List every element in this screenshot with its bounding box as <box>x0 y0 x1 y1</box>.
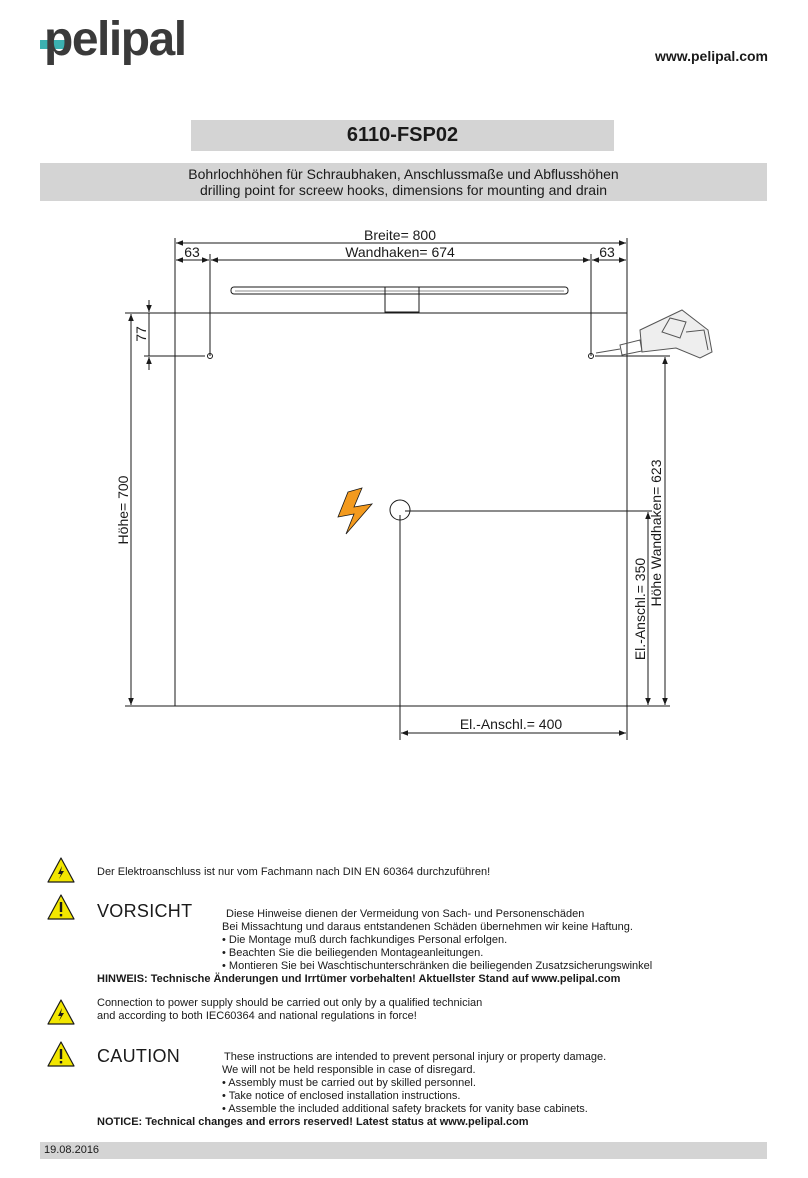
page-title: 6110-FSP02 <box>346 124 459 146</box>
electrical-notice-en-line2: and according to both IEC60364 and national regulations in force! <box>97 1010 417 1022</box>
drill-icon <box>596 310 712 358</box>
hook-span-label: Wandhaken= 674 <box>345 244 455 260</box>
el-horizontal-label: El.-Anschl.= 400 <box>459 716 563 732</box>
cabinet-outline <box>175 313 627 706</box>
caution-line-de: • Beachten Sie die beiliegenden Montageanleitungen. <box>222 947 484 959</box>
hook-height-label: Höhe Wandhaken= 623 <box>648 459 664 607</box>
caution-line-de: • Die Montage muß durch fachkundiges Personal erfolgen. <box>222 934 508 946</box>
caution-line-en: These instructions are intended to prevent personal injury or property damage. <box>224 1051 607 1063</box>
lightning-bolt-icon <box>338 488 372 534</box>
left-offset-label: 63 <box>184 244 200 260</box>
subtitle-de: Bohrlochhöhen für Schraubhaken, Anschlussmaße und Abflusshöhen <box>188 166 619 182</box>
lightning-warning-icon <box>46 856 76 884</box>
website-link[interactable]: www.pelipal.com <box>654 48 768 64</box>
footer-bar <box>40 1142 767 1159</box>
caution-line-de: Diese Hinweise dienen der Vermeidung von Sach- und Personenschäden <box>226 908 585 920</box>
height-label: Höhe= 700 <box>115 475 131 545</box>
caution-line-en: • Assemble the included additional safety brackets for vanity base cabinets. <box>222 1103 588 1115</box>
electrical-notice-en-line1: Connection to power supply should be carried out only by a qualified technician <box>97 997 483 1009</box>
exclamation-warning-icon <box>46 1040 76 1068</box>
electrical-notice-en <box>97 997 482 1023</box>
right-offset-label: 63 <box>599 244 615 260</box>
width-label: Breite= 800 <box>364 227 436 243</box>
caution-line-en: We will not be held responsible in case of disregard. <box>222 1064 476 1076</box>
caution-list-de <box>222 908 652 973</box>
caution-line-de: Bei Missachtung und daraus entstandenen Schäden übernehmen wir keine Haftung. <box>222 921 633 933</box>
el-height-label: El.-Anschl.= 350 <box>632 557 648 661</box>
lightning-warning-icon <box>46 998 76 1026</box>
caution-heading-en: CAUTION <box>97 1046 181 1066</box>
caution-heading-de: VORSICHT <box>97 901 193 921</box>
note-de: HINWEIS: Technische Änderungen und Irrtümer vorbehalten! Aktuellster Stand auf www.pelipal.com <box>97 973 621 985</box>
hook-top-offset-label: 77 <box>133 326 149 342</box>
note-en: NOTICE: Technical changes and errors reserved! Latest status at www.pelipal.com <box>97 1116 529 1128</box>
caution-line-en: • Take notice of enclosed installation instructions. <box>222 1090 461 1102</box>
caution-line-en: • Assembly must be carried out by skilled personnel. <box>222 1077 476 1089</box>
caution-line-de: • Montieren Sie bei Waschtischunterschränken die beiliegenden Zusatzsicherungswinkel <box>222 960 653 972</box>
logo-wordmark: pelipal <box>44 13 186 66</box>
light-rail <box>231 287 568 294</box>
document-date: 19.08.2016 <box>44 1144 100 1156</box>
caution-list-en <box>222 1051 606 1116</box>
exclamation-warning-icon <box>46 893 76 921</box>
electrical-notice-de: Der Elektroanschluss ist nur vom Fachmann nach DIN EN 60364 durchzuführen! <box>97 866 491 878</box>
subtitle-en: drilling point for screew hooks, dimensions for mounting and drain <box>200 182 607 198</box>
